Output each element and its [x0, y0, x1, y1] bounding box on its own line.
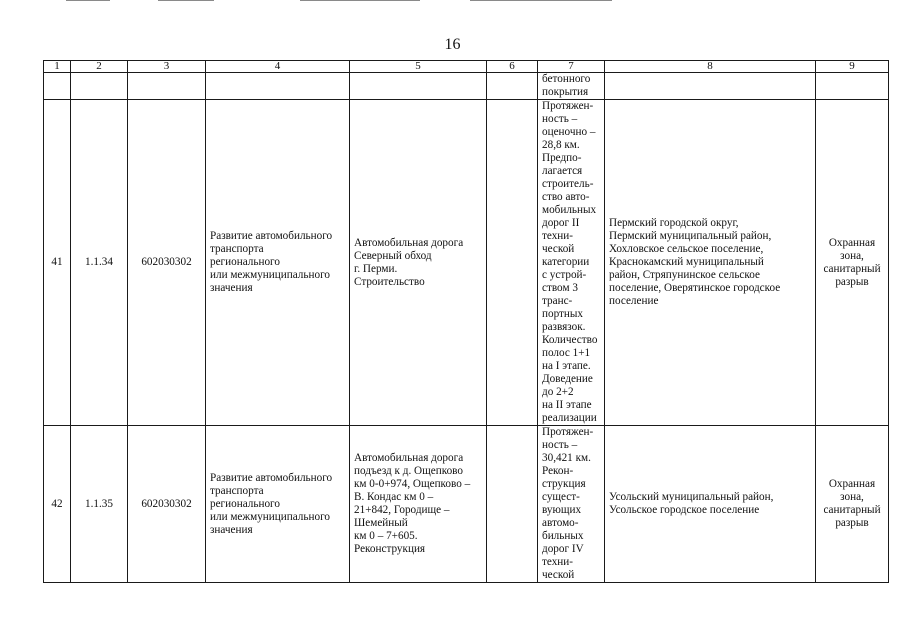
scan-artifact-line — [470, 0, 612, 1]
table-cell — [487, 73, 538, 100]
table-header-row — [44, 61, 889, 73]
table-cell — [350, 73, 487, 100]
table-row — [44, 426, 889, 583]
scan-artifact-line — [300, 0, 420, 1]
object-name-cell: Автомобильная дорога подъезд к д. Ощепково км 0-0+974, Ощепково – В. Кондас км 0 – 21+842, Городище – Шемейный км 0 – 7+605. Реконструкция — [350, 426, 487, 583]
zones-cell: Охранная зона, санитарный разрыв — [816, 100, 889, 426]
column-header: 6 — [487, 61, 538, 73]
code-cell: 1.1.34 — [71, 100, 128, 426]
characteristics-cell: Протяжен- ность – оценочно – 28,8 км. Предпо- лагается строитель- ство авто- мобильных дорог II техни- ческой категории с устрой- ством 3 транс- портных развязок. Количество полос 1+1 на I этапе. Доведение до 2+2 на II этапе реализации — [538, 100, 605, 426]
zones-cell: Охранная зона, санитарный разрыв — [816, 426, 889, 583]
id-cell: 602030302 — [128, 426, 206, 583]
column-header: 3 — [128, 61, 206, 73]
table-cell — [487, 100, 538, 426]
register-table — [43, 60, 889, 583]
table-cell — [44, 73, 71, 100]
characteristics-cell: бетонного покрытия — [538, 73, 605, 100]
location-cell: Пермский городской округ, Пермский муниципальный район, Хохловское сельское поселение, Краснокамский муниципальный район, Стряпунинское сельское поселение, Оверятинское городское поселение — [605, 100, 816, 426]
table-row-continuation — [44, 73, 889, 100]
column-header: 8 — [605, 61, 816, 73]
column-header: 4 — [206, 61, 350, 73]
scan-artifact-line — [66, 0, 110, 1]
column-header: 2 — [71, 61, 128, 73]
column-header: 7 — [538, 61, 605, 73]
column-header: 9 — [816, 61, 889, 73]
row-number-cell: 41 — [44, 100, 71, 426]
id-cell: 602030302 — [128, 100, 206, 426]
characteristics-cell: Протяжен- ность – 30,421 км. Рекон- струкция сущест- вующих автомо- бильных дорог IV техни- ческой — [538, 426, 605, 583]
table-row — [44, 100, 889, 426]
code-cell: 1.1.35 — [71, 426, 128, 583]
column-header: 1 — [44, 61, 71, 73]
location-cell: Усольский муниципальный район, Усольское городское поселение — [605, 426, 816, 583]
page-number: 16 — [444, 36, 461, 53]
purpose-cell: Развитие автомобильного транспорта регионального или межмуниципального значения — [206, 426, 350, 583]
purpose-cell: Развитие автомобильного транспорта регионального или межмуниципального значения — [206, 100, 350, 426]
table-cell — [487, 426, 538, 583]
table-cell — [71, 73, 128, 100]
table-cell — [816, 73, 889, 100]
table-cell — [128, 73, 206, 100]
object-name-cell: Автомобильная дорога Северный обход г. Перми. Строительство — [350, 100, 487, 426]
table-cell — [605, 73, 816, 100]
scan-artifact-line — [158, 0, 214, 1]
column-header: 5 — [350, 61, 487, 73]
table-cell — [206, 73, 350, 100]
row-number-cell: 42 — [44, 426, 71, 583]
